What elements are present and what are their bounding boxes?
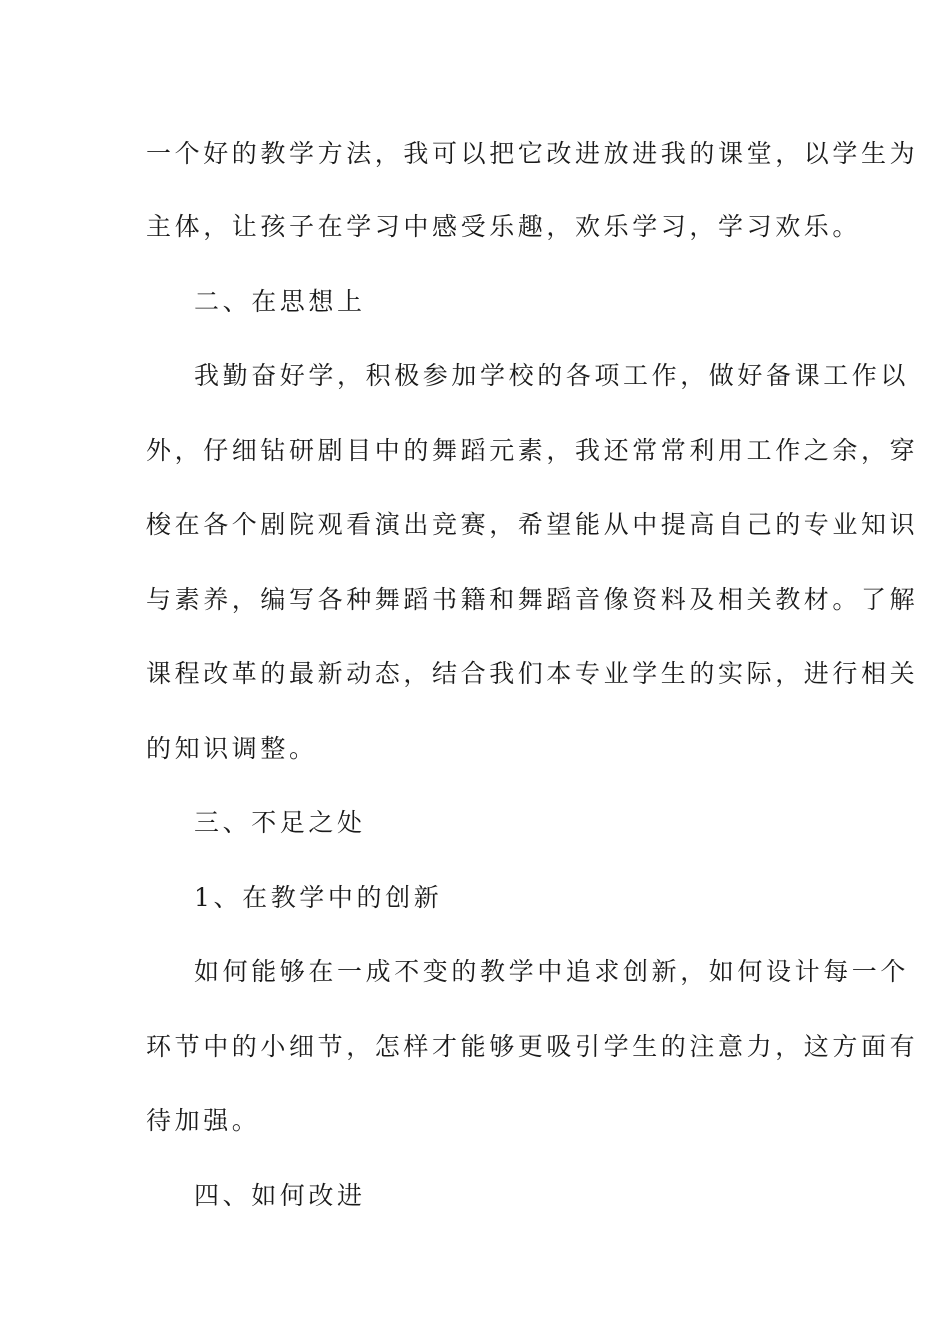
body-text-line: 一个好的教学方法，我可以把它改进放进我的课堂，以学生为 — [146, 139, 919, 168]
body-text-line: 主体，让孩子在学习中感受乐趣，欢乐学习，学习欢乐。 — [146, 212, 862, 241]
body-text-line: 的知识调整。 — [146, 734, 318, 763]
body-text-line: 待加强。 — [146, 1106, 261, 1135]
section-heading: 三、不足之处 — [194, 808, 366, 837]
body-text-line: 与素养，编写各种舞蹈书籍和舞蹈音像资料及相关教材。了解 — [146, 585, 919, 614]
paragraph-first-line: 如何能够在一成不变的教学中追求创新，如何设计每一个 — [194, 957, 910, 986]
section-heading: 二、在思想上 — [194, 287, 366, 316]
paragraph-first-line: 我勤奋好学，积极参加学校的各项工作，做好备课工作以 — [194, 361, 910, 390]
body-text-line: 课程改革的最新动态，结合我们本专业学生的实际，进行相关 — [146, 659, 919, 688]
section-heading: 四、如何改进 — [194, 1181, 366, 1210]
subsection-heading: 1、在教学中的创新 — [194, 883, 443, 912]
body-text-line: 外，仔细钻研剧目中的舞蹈元素，我还常常利用工作之余，穿 — [146, 436, 919, 465]
body-text-line: 梭在各个剧院观看演出竞赛，希望能从中提高自己的专业知识 — [146, 510, 919, 539]
body-text-line: 环节中的小细节，怎样才能够更吸引学生的注意力，这方面有 — [146, 1032, 919, 1061]
